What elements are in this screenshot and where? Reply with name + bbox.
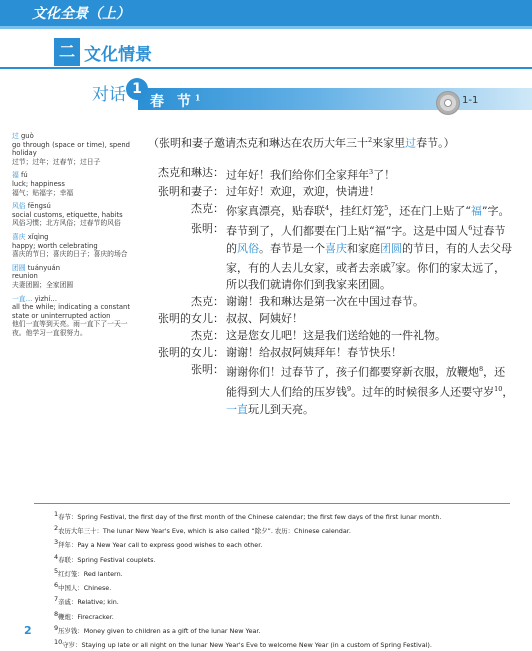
vocab-examples: 喜庆的节日；喜庆的日子；喜庆的场合 (12, 250, 128, 259)
footnote-ref: 9 (347, 384, 352, 393)
speech-text (226, 344, 516, 361)
vocabulary-sidebar (12, 132, 130, 342)
footnote-term: 红灯笼： (58, 570, 84, 578)
footnote (54, 509, 514, 523)
footnote-number: 1 (54, 510, 59, 518)
speaker-name: 张明： (191, 363, 224, 377)
speech-segment: 家。你们的家太远了，所以我们就请你们到我家来团圆。 (226, 261, 506, 292)
vocab-pinyin: xǐqìng (27, 232, 49, 241)
vocab-pinyin: tuányuán (27, 263, 61, 272)
vocab-examples: 福气；贴福字；幸福 (12, 188, 74, 197)
speech-segment: 过年好！欢迎，欢迎，快请进！ (226, 185, 380, 199)
dialogue-line (146, 183, 516, 200)
speech-text (226, 164, 516, 184)
footnote-number: 9 (54, 623, 59, 632)
vocab-highlight: 喜庆 (325, 241, 347, 255)
footnote-ref: 8 (479, 365, 484, 374)
footnote-ref: 3 (369, 167, 374, 176)
header-bar (0, 0, 532, 26)
dialog-label: 对话 (92, 85, 126, 105)
speech-segment: 谢谢！给叔叔阿姨拜年！春节快乐！ (226, 346, 402, 360)
footnote-definition: Relative; kin. (77, 598, 119, 607)
audio-track-label: 1-1 (462, 95, 479, 106)
dialogue-line (146, 344, 516, 361)
section-header (0, 38, 532, 68)
vocab-hanzi: 一直… (12, 294, 33, 303)
footnote-number: 10 (54, 637, 63, 646)
footnote-definition: Pay a New Year call to express good wishes to each other. (77, 541, 263, 550)
footnotes (54, 509, 514, 651)
footnote-term: 拜年： (58, 541, 78, 550)
footnote-ref: 7 (391, 260, 396, 269)
footnote (54, 594, 514, 608)
footnote-definition: Firecracker. (77, 612, 114, 621)
footnote-definition: The lunar New Year's Eve, which is also called “除夕”. 农历：Chinese calendar. (102, 527, 351, 536)
dialogue-line (146, 361, 516, 417)
speech-segment: 叔叔、阿姨好！ (226, 312, 303, 326)
speech-segment: 的节日，有的人去父母家，有的人去儿女家，或者去亲戚 (226, 241, 512, 275)
footnote-definition: Spring Festival couplets. (77, 555, 156, 564)
vocab-examples: 过节；过年；过春节；过日子 (12, 157, 101, 166)
dialogue-lines (146, 164, 516, 418)
vocab-hanzi: 风俗 (12, 202, 26, 211)
vocab-highlight: 团圆 (380, 241, 402, 255)
footnote-number: 7 (54, 595, 59, 604)
vocab-hanzi: 团圆 (12, 263, 26, 272)
vocab-pinyin: guò (20, 132, 34, 140)
vocab-highlight: 一直 (226, 402, 248, 416)
vocab-term (12, 132, 130, 141)
header-divider (0, 26, 532, 29)
footnote-term: 农历大年三十： (58, 527, 103, 536)
footnote-definition: Staying up late or all night on the lunar New Year's Eve to welcome New Year (in a custom of Spring Festival). (81, 641, 432, 650)
vocab-english: go through (space or time), spend holiday (12, 140, 130, 158)
speech-segment: ，还在门上贴了“ (388, 204, 471, 218)
vocab-term (12, 202, 130, 211)
vocab-item (12, 132, 130, 166)
scene-intro: （张明和妻子邀请杰克和琳达在农历大年三十$^2$来家里过春节。） (148, 136, 455, 150)
speech-segment: 。过年的时候很多人还要守岁 (351, 385, 495, 399)
vocab-item (12, 295, 130, 338)
speech-segment: 和家庭 (347, 241, 380, 255)
vocab-english: happy; worth celebrating (12, 241, 98, 250)
speech-text (226, 183, 516, 200)
speaker-name: 杰克： (191, 202, 224, 216)
footnote-ref: 5 (384, 204, 389, 213)
vocab-examples: 风俗习惯；北方风俗；过春节的风俗 (12, 219, 121, 228)
speech-segment: ，还能得到大人们给的压岁钱 (226, 365, 506, 399)
dialog-number: 1 (126, 78, 148, 100)
vocab-hanzi: 喜庆 (12, 232, 26, 241)
vocab-pinyin: fú (20, 171, 28, 180)
footnote (54, 537, 514, 551)
speech-segment: 。春节是一个 (259, 241, 325, 255)
vocab-item (12, 233, 130, 259)
speech-text (226, 293, 516, 310)
footnote (54, 523, 514, 537)
vocab-item (12, 264, 130, 290)
vocab-english: reunion (12, 272, 38, 281)
speaker-name: 张明： (191, 221, 224, 235)
dialogue-line (146, 164, 516, 184)
vocab-english: social customs, etiquette, habits (12, 210, 123, 219)
footnote-number: 3 (54, 538, 59, 547)
speaker-name: 张明的女儿： (158, 346, 224, 360)
speaker-name: 杰克： (191, 329, 224, 343)
vocab-pinyin: yìzhí… (34, 294, 58, 303)
speech-text (226, 327, 516, 344)
vocab-english: all the while; indicating a constant state or uninterrupted action (12, 303, 130, 320)
vocab-highlight: 福 (470, 204, 482, 218)
vocab-examples: 夫妻团圆；全家团圆 (12, 280, 74, 289)
dialogue-line (146, 327, 516, 344)
footnote-ref: 4 (325, 204, 330, 213)
dialog-title: 春 节$^1$ (150, 92, 201, 110)
footnote-definition: Red lantern. (83, 570, 123, 578)
footnote-number: 6 (54, 581, 59, 590)
footnote-term: 春联： (58, 555, 78, 564)
speech-segment: 谢谢你们！过春节了，孩子们都要穿新衣服，放鞭炮 (226, 365, 479, 379)
audio-cd-icon[interactable] (436, 91, 460, 115)
speaker-name: 杰克： (191, 295, 224, 309)
speech-text (226, 361, 516, 417)
footnote (54, 609, 514, 623)
footnote-ref: 10 (494, 384, 503, 393)
vocab-hanzi: 福 (12, 171, 19, 180)
footnote-term: 亲戚： (58, 598, 78, 607)
footnote-term: 压岁钱： (58, 626, 84, 635)
footnote (54, 566, 514, 580)
footnote-definition: Money given to children as a gift of the lunar New Year. (83, 626, 261, 635)
footnote (54, 623, 514, 637)
footnote-number: 4 (54, 552, 59, 561)
vocab-pinyin: fēngsú (27, 202, 51, 211)
speech-segment: 过年好！我们给你们全家拜年 (226, 168, 369, 182)
vocab-term (12, 233, 130, 242)
speech-segment: 你家真漂亮，贴春联 (226, 204, 325, 218)
speech-segment: ， (502, 385, 514, 399)
section-number: 二 (54, 38, 80, 66)
speaker-name: 张明的女儿： (158, 312, 224, 326)
footnote-definition: Chinese. (83, 584, 112, 593)
footnote-term: 中国人： (58, 584, 84, 593)
footnote-divider (34, 503, 510, 504)
footnote-term: 守岁： (62, 641, 82, 650)
speech-segment: 这是您女儿吧！这是我们送给她的一件礼物。 (226, 329, 446, 343)
vocab-item (12, 171, 130, 197)
vocab-english: luck; happiness (12, 179, 65, 188)
footnote-term: 春节： (58, 513, 78, 522)
speech-segment: ”字。 (481, 204, 510, 218)
footnote-number: 2 (54, 524, 59, 533)
speech-text (226, 200, 516, 220)
footnote (54, 552, 514, 566)
speech-text (226, 310, 516, 327)
vocab-term (12, 171, 130, 180)
vocab-highlight: 风俗 (237, 241, 259, 255)
footnote (54, 580, 514, 594)
footnote-number: 5 (54, 566, 59, 575)
speech-segment: 了！ (373, 168, 396, 182)
vocab-examples: 他们一直等到天亮。雨一直下了一天一夜。他学习一直很努力。 (12, 320, 128, 337)
footnote-definition: Spring Festival, the first day of the first month of the Chinese calendar; the first few days of the first lunar month. (77, 513, 442, 522)
section-title: 文化情景 (84, 45, 152, 65)
page-number: 2 (24, 624, 32, 637)
vocab-item (12, 202, 130, 228)
speaker-name: 杰克和琳达： (158, 165, 224, 179)
footnote (54, 637, 514, 651)
footnote-number: 8 (54, 609, 59, 618)
book-title: 文化全景（上） (32, 6, 130, 22)
section-divider (0, 67, 532, 69)
speech-segment: ，挂红灯笼 (329, 204, 385, 218)
speech-segment: 春节到了，人们都要在门上贴“福”字。这是中国人 (226, 224, 469, 238)
speaker-name: 张明和妻子： (158, 185, 224, 199)
vocab-term (12, 295, 130, 304)
dialogue-line (146, 200, 516, 220)
dialogue-line (146, 310, 516, 327)
speech-segment: 玩儿到天亮。 (248, 402, 314, 416)
footnote-term: 鞭炮： (58, 612, 78, 621)
speech-segment: 谢谢！我和琳达是第一次在中国过春节。 (226, 295, 424, 309)
dialogue-line (146, 293, 516, 310)
vocab-hanzi: 过 (12, 132, 19, 140)
vocab-term (12, 264, 130, 273)
speech-segment: 过春节的 (226, 224, 506, 255)
footnote-ref: 6 (468, 223, 473, 232)
dialogue-body (146, 132, 516, 418)
dialogue-line (146, 220, 516, 293)
speech-text (226, 220, 516, 293)
